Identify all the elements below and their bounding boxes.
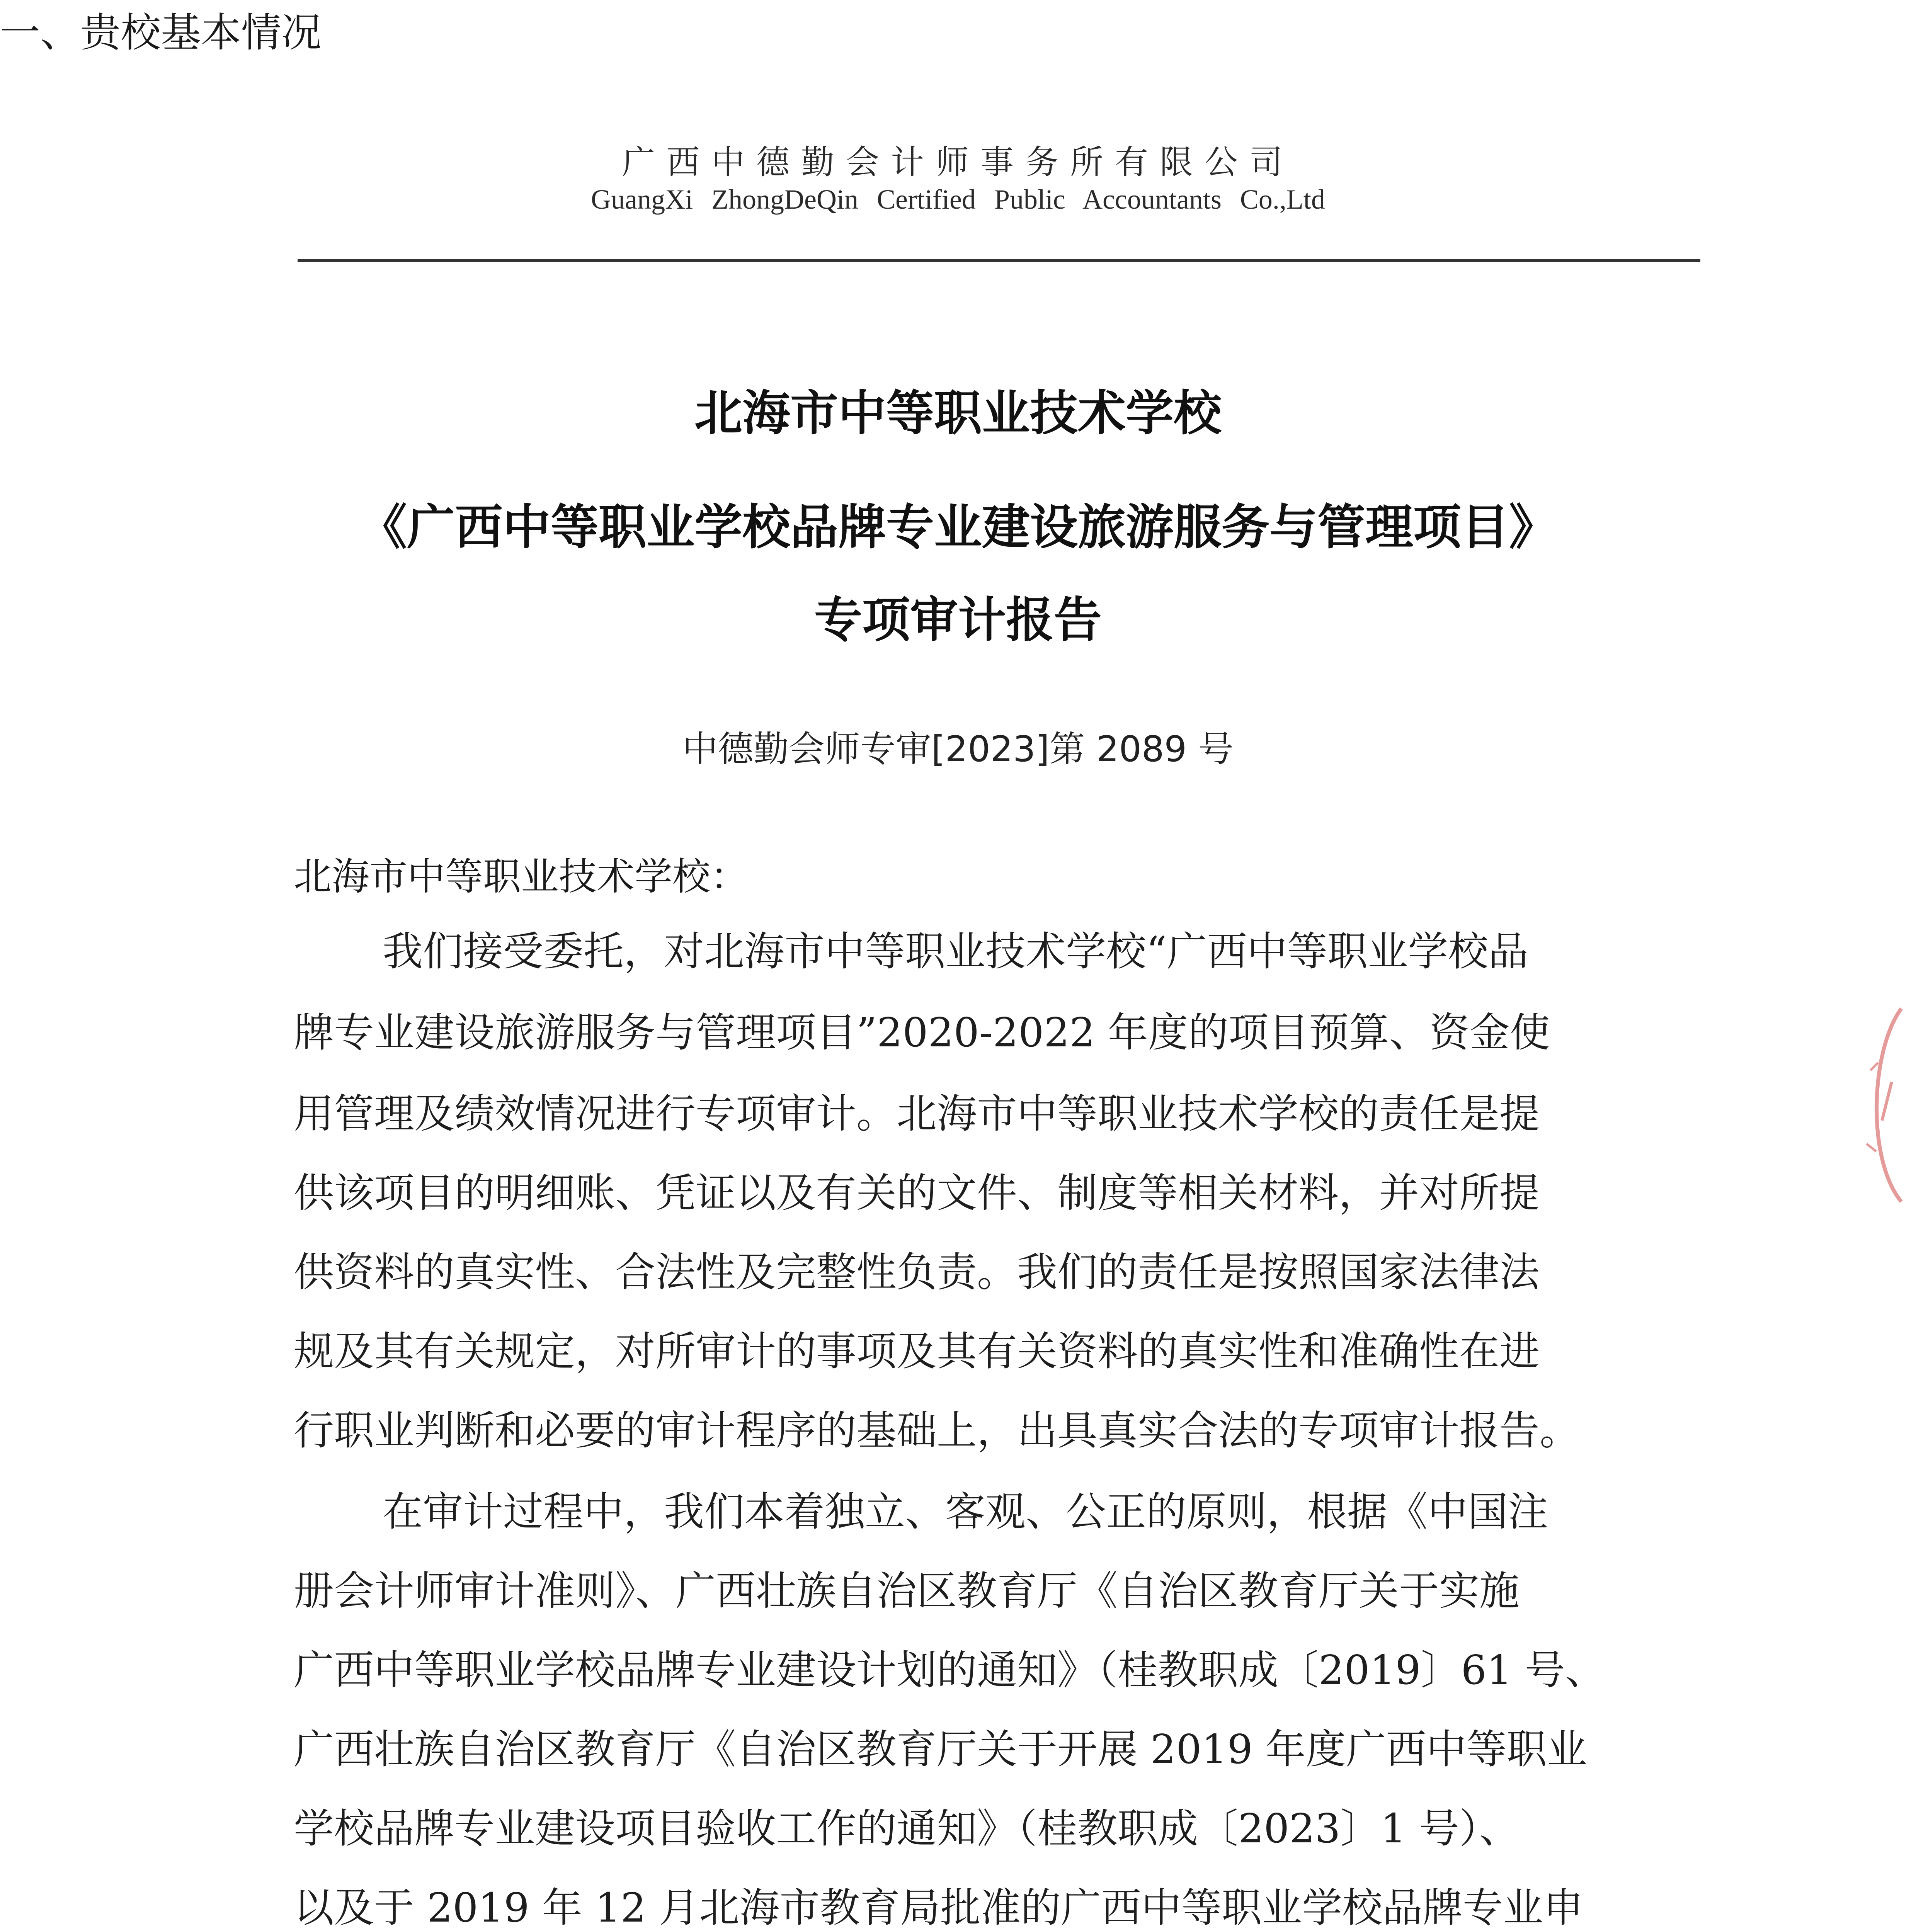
paragraph-1-line: 牌专业建设旅游服务与管理项目”2020-2022 年度的项目预算、资金使 [294,1009,1550,1056]
paragraph-1-line: 我们接受委托，对北海市中等职业技术学校“广西中等职业学校品 [383,928,1529,975]
title-project: 《广西中等职业学校品牌专业建设旅游服务与管理项目》 [359,500,1557,555]
header-divider [298,259,1700,262]
salutation: 北海市中等职业技术学校： [294,855,749,899]
paragraph-2-line: 广西壮族自治区教育厅《自治区教育厅关于开展 2019 年度广西中等职业 [294,1726,1587,1773]
title-report-type: 专项审计报告 [814,592,1102,648]
paragraph-1-line: 供该项目的明细账、凭证以及有关的文件、制度等相关材料，并对所提 [294,1169,1540,1216]
section-heading: 一、贵校基本情况 [0,9,322,56]
paragraph-1-line: 供资料的真实性、合法性及完整性负责。我们的责任是按照国家法律法 [294,1248,1540,1296]
paragraph-1-line: 用管理及绩效情况进行专项审计。北海市中等职业技术学校的责任是提 [294,1090,1540,1137]
seal-stamp-icon [1855,1005,1909,1206]
document-number: 中德勤会师专审[2023]第 2089 号 [682,728,1234,770]
title-school: 北海市中等职业技术学校 [694,386,1222,441]
firm-name-en: GuangXi ZhongDeQin Certified Public Accountants Co.,Ltd [591,184,1325,215]
paragraph-2-line: 在审计过程中，我们本着独立、客观、公正的原则，根据《中国注 [383,1488,1548,1535]
paragraph-1-line: 行职业判断和必要的审计程序的基础上，出具真实合法的专项审计报告。 [294,1407,1580,1454]
paragraph-2-line: 以及于 2019 年 12 月北海市教育局批准的广西中等职业学校品牌专业申 [294,1884,1584,1931]
firm-name-cn: 广西中德勤会计师事务所有限公司 [622,143,1294,182]
paragraph-1-line: 规及其有关规定，对所审计的事项及其有关资料的真实性和准确性在进 [294,1328,1540,1375]
paragraph-2-line: 广西中等职业学校品牌专业建设计划的通知》（桂教职成〔2019〕61 号、 [294,1646,1606,1694]
paragraph-2-line: 册会计师审计准则》、广西壮族自治区教育厅《自治区教育厅关于实施 [294,1567,1520,1614]
paragraph-2-line: 学校品牌专业建设项目验收工作的通知》（桂教职成〔2023〕1 号）、 [294,1805,1520,1852]
